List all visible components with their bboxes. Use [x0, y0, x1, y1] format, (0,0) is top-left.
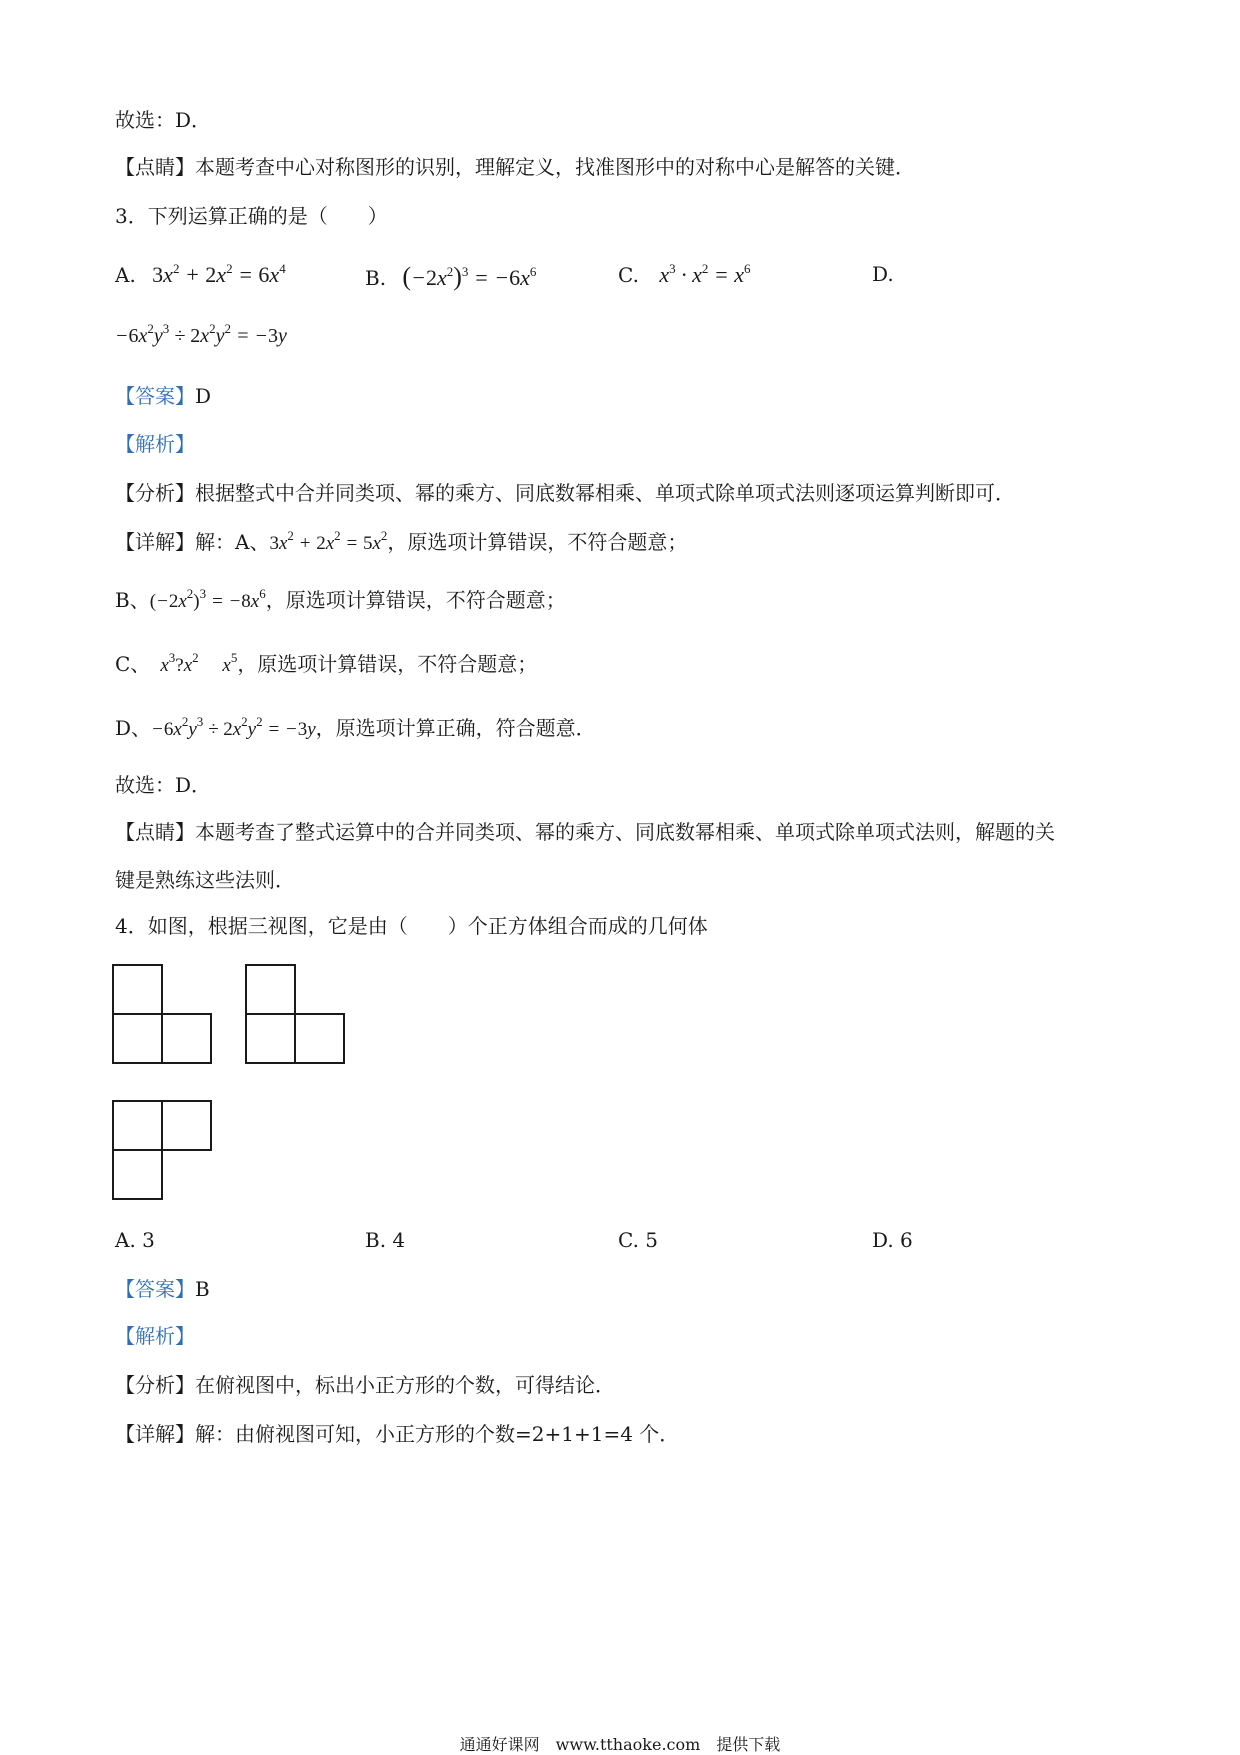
q3-option-a: [115, 262, 286, 288]
q4-detail-line: 【详解】解：由俯视图可知，小正方形的个数=2+1+1=4 个．: [115, 1422, 680, 1446]
q3-detail-a: [115, 530, 687, 556]
conclusion-line: 故选：D．: [115, 108, 212, 132]
q3-option-d-formula: $-6x^2y^3 \div 2x^2y^2 = -3y$: [115, 321, 287, 347]
q4-option-d: D. 6: [872, 1228, 913, 1252]
view-square: [294, 1013, 345, 1064]
view-square: [245, 1013, 296, 1064]
q3-detail-d-prefix: D、: [115, 716, 152, 740]
q3-detail-c: [115, 652, 537, 678]
q3-option-b: [365, 262, 536, 292]
comment-line: 【点睛】本题考查中心对称图形的识别，理解定义，找准图形中的对称中心是解答的关键．: [115, 155, 915, 179]
q3-conclusion: 故选：D．: [115, 773, 212, 797]
q3-detail-b-text: ，原选项计算错误，不符合题意；: [265, 588, 566, 612]
q3-detail-b: [115, 588, 566, 614]
q3-option-d: [872, 262, 894, 286]
q4-option-a: A. 3: [115, 1228, 155, 1252]
view-square: [112, 1100, 163, 1151]
q3-fenxi-line: 【分析】根据整式中合并同类项、幂的乘方、同底数幂相乘、单项式除单项式法则逐项运算判断即可．: [115, 481, 1015, 505]
q3-comment-1: 【点睛】本题考查了整式运算中的合并同类项、幂的乘方、同底数幂相乘、单项式除单项式法则，解题的关: [115, 820, 1055, 844]
answer-value: D: [195, 384, 212, 408]
view-square: [245, 964, 296, 1015]
q3-detail-a-text: ，原选项计算错误，不符合题意；: [387, 530, 688, 554]
q4-option-c: C. 5: [618, 1228, 659, 1252]
q3-option-c-formula: $x^3 \cdot x^2 = x^6$: [659, 261, 751, 287]
view-square: [112, 964, 163, 1015]
q4-fenxi-line: 【分析】在俯视图中，标出小正方形的个数，可得结论．: [115, 1373, 615, 1397]
q3-option-d-label: D.: [872, 262, 894, 286]
q3-detail-c-text: ，原选项计算错误，不符合题意；: [237, 652, 538, 676]
front-view-diagram: [112, 964, 216, 1068]
question-3-title: 3．下列运算正确的是（ ）: [115, 204, 388, 228]
q3-detail-a-formula: $3x^2 + 2x^2 = 5x^2$: [269, 528, 388, 554]
q3-analysis-tag: 【解析】: [115, 432, 195, 456]
q3-detail-c-prefix: C、: [115, 652, 151, 676]
q3-option-a-formula: $3x^2 + 2x^2 = 6x^4$: [152, 261, 286, 287]
answer-value: B: [195, 1277, 210, 1301]
q3-detail-b-prefix: B、: [115, 588, 150, 612]
q3-option-c: [618, 262, 750, 288]
q3-answer-line: [115, 384, 211, 408]
q3-detail-prefix: 【详解】解：A、: [115, 530, 270, 554]
view-square: [112, 1013, 163, 1064]
q3-detail-d-formula: $-6x^2y^3 \div 2x^2y^2 = -3y$: [151, 714, 316, 740]
page-footer: 通通好课网 www.tthaoke.com 提供下载: [459, 1735, 781, 1754]
q3-detail-d: [115, 716, 596, 742]
side-view-diagram: [245, 964, 349, 1068]
q3-option-c-label: C.: [618, 263, 639, 287]
q3-comment-2: 键是熟练这些法则．: [115, 868, 295, 892]
q3-option-a-label: A.: [115, 263, 136, 287]
q3-option-b-label: B.: [365, 266, 387, 290]
q3-detail-d-text: ，原选项计算正确，符合题意．: [315, 716, 596, 740]
q4-option-b: B. 4: [365, 1228, 406, 1252]
q4-analysis-tag: 【解析】: [115, 1324, 195, 1348]
answer-tag: 【答案】: [115, 384, 195, 408]
question-4-title: 4．如图，根据三视图，它是由（ ）个正方体组合而成的几何体: [115, 914, 708, 938]
q3-detail-b-formula: $(-2x^2)^3 = -8x^6$: [149, 586, 266, 612]
answer-tag: 【答案】: [115, 1277, 195, 1301]
q3-option-b-formula: $(-2x^2)^3 = -6x^6$: [402, 262, 537, 291]
top-view-diagram: [112, 1100, 216, 1204]
view-square: [112, 1149, 163, 1200]
view-square: [161, 1013, 212, 1064]
view-square: [161, 1100, 212, 1151]
q3-detail-c-formula: $x^3?x^2$ $x^5$: [160, 650, 238, 676]
q4-answer-line: [115, 1277, 210, 1301]
